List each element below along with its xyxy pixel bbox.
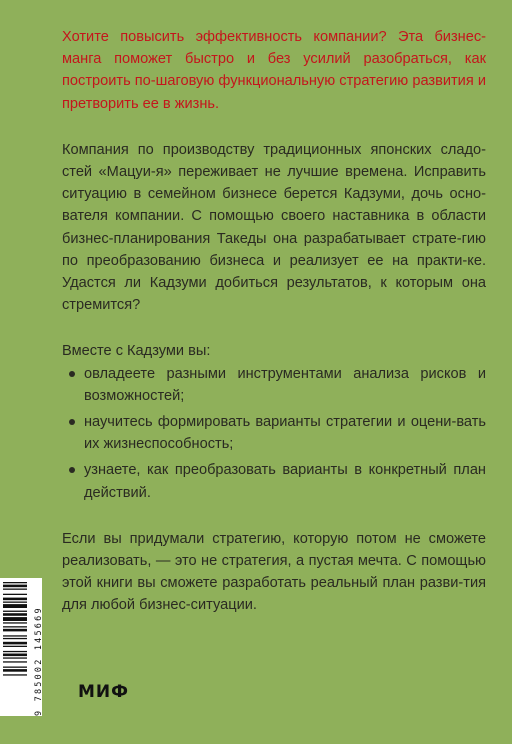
back-cover-text xyxy=(62,26,486,641)
barcode-bar xyxy=(3,613,27,616)
story-paragraph: Компания по производству традиционных японских сладо-стей «Мацуи-я» переживает не лучшие времена. Исправить ситуацию в семейном бизнесе берется Кадзуми, дочь осно-вателя компании. С помощью своего наставника в области бизнес-планирования Такеды она разрабатывает страте-гию по преобразованию бизнеса и реализует ее на практи-ке. Удастся ли Кадзуми добиться результатов, к которым она стремится? xyxy=(62,141,486,314)
barcode-bar xyxy=(3,622,27,623)
barcode-bar xyxy=(3,629,27,632)
barcode-bar xyxy=(3,646,27,647)
isbn-number: 9 785002 145669 xyxy=(34,606,44,716)
barcode-bar xyxy=(3,674,27,675)
barcode-bar xyxy=(3,626,27,627)
barcode-bar xyxy=(3,651,27,652)
benefits-list xyxy=(62,363,486,504)
barcode-bar xyxy=(3,602,27,603)
barcode-bar xyxy=(3,669,27,672)
barcode-bar xyxy=(3,604,27,608)
barcode-bar xyxy=(3,582,27,583)
barcode-bar xyxy=(3,635,27,636)
bullet-icon xyxy=(69,419,75,425)
bullet-icon xyxy=(69,371,75,377)
barcode-bar xyxy=(3,667,27,668)
benefits-intro: Вместе с Кадзуми вы: xyxy=(62,343,211,360)
barcode-bar xyxy=(3,638,27,639)
barcode-bar xyxy=(3,598,27,601)
barcode-bar xyxy=(3,657,27,658)
barcode-bar xyxy=(3,585,27,588)
list-item: узнаете, как преобразовать варианты в конкретный план действий. xyxy=(62,459,486,503)
closing-paragraph: Если вы придумали стратегию, которую потом не сможете реализовать, — это не стратегия, а пустая мечта. С помощью этой книги вы сможете разработать реальный план разви-тия для любой бизнес-ситуации. xyxy=(62,530,486,614)
barcode-bar xyxy=(3,589,27,590)
bullet-icon xyxy=(69,467,75,473)
barcode-bar xyxy=(3,654,27,657)
barcode-bar xyxy=(3,611,27,612)
barcode-bar xyxy=(3,661,27,662)
list-item: научитесь формировать варианты стратегии и оцени-вать их жизнеспособность; xyxy=(62,411,486,455)
list-item: овладеете разными инструментами анализа рисков и возможностей; xyxy=(62,363,486,407)
barcode-bar xyxy=(3,594,27,595)
publisher-logo: МИФ xyxy=(78,682,130,702)
lead-paragraph: Хотите повысить эффективность компании? Эта бизнес-манга поможет быстро и без усилий разобраться, как построить по-шаговую функциональную стратегию развития и претворить ее в жизнь. xyxy=(62,29,486,112)
barcode-bar xyxy=(3,617,27,621)
barcode-bar xyxy=(3,642,27,645)
